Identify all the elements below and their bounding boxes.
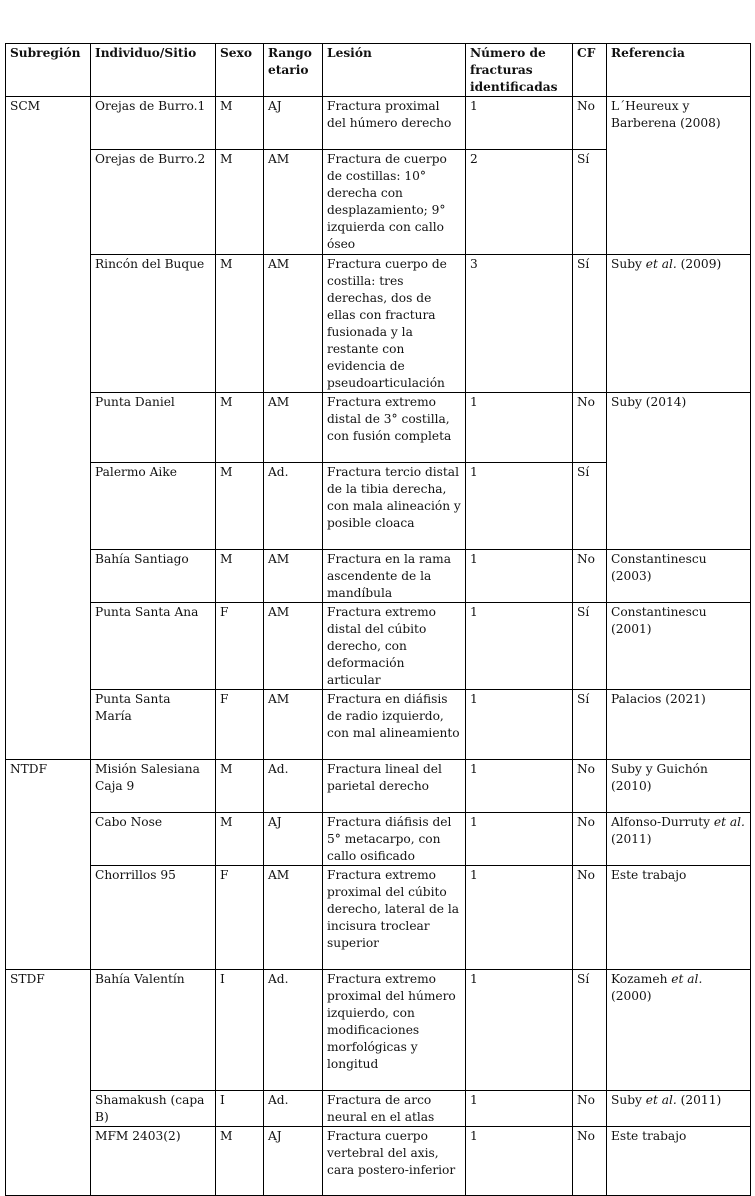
sexo-cell: M xyxy=(216,393,264,463)
individuo-cell: Shamakush (capa B) xyxy=(91,1091,216,1127)
sexo-cell: M xyxy=(216,1127,264,1196)
lesion-cell: Fractura extremo distal de 3° costilla, con fusión completa xyxy=(323,393,466,463)
referencia-cell: Palacios (2021) xyxy=(607,690,751,760)
numero-cell: 1 xyxy=(466,970,573,1091)
col-individuo: Individuo/Sitio xyxy=(91,44,216,97)
sexo-cell: M xyxy=(216,760,264,813)
cf-cell: No xyxy=(573,1127,607,1196)
ref-year: (2000) xyxy=(611,989,652,1003)
lesion-cell: Fractura extremo proximal del húmero izquierdo, con modificaciones morfológicas y longitud xyxy=(323,970,466,1091)
table-row xyxy=(6,1091,751,1127)
sexo-cell: F xyxy=(216,866,264,970)
rango-cell: Ad. xyxy=(264,760,323,813)
table-row xyxy=(6,255,751,393)
numero-cell: 2 xyxy=(466,150,573,255)
referencia-cell xyxy=(607,255,751,393)
cf-cell: No xyxy=(573,813,607,866)
sexo-cell: M xyxy=(216,255,264,393)
sexo-cell: I xyxy=(216,970,264,1091)
sexo-cell: M xyxy=(216,813,264,866)
ref-etal: et al. xyxy=(671,972,703,986)
lesion-cell: Fractura tercio distal de la tibia derecha, con mala alineación y posible cloaca xyxy=(323,463,466,550)
col-subregion: Subregión xyxy=(6,44,91,97)
cf-cell: Sí xyxy=(573,463,607,550)
rango-cell: AM xyxy=(264,866,323,970)
ref-year: (2011) xyxy=(676,1093,722,1107)
individuo-cell: Misión Salesiana Caja 9 xyxy=(91,760,216,813)
subregion-cell: NTDF xyxy=(6,760,91,970)
individuo-cell: Punta Santa María xyxy=(91,690,216,760)
col-rango: Rango etario xyxy=(264,44,323,97)
referencia-cell xyxy=(607,1091,751,1127)
lesion-cell: Fractura de arco neural en el atlas xyxy=(323,1091,466,1127)
table-row xyxy=(6,866,751,970)
table-row xyxy=(6,690,751,760)
rango-cell: Ad. xyxy=(264,1091,323,1127)
col-numero: Número de fracturas identificadas xyxy=(466,44,573,97)
sexo-cell: M xyxy=(216,150,264,255)
numero-cell: 1 xyxy=(466,1091,573,1127)
individuo-cell: Punta Daniel xyxy=(91,393,216,463)
sexo-cell: M xyxy=(216,463,264,550)
lesion-cell: Fractura de cuerpo de costillas: 10° derecha con desplazamiento; 9° izquierda con callo óseo xyxy=(323,150,466,255)
individuo-cell: Orejas de Burro.1 xyxy=(91,97,216,150)
col-sexo: Sexo xyxy=(216,44,264,97)
rango-cell: Ad. xyxy=(264,463,323,550)
col-lesion: Lesión xyxy=(323,44,466,97)
table-row xyxy=(6,393,751,463)
ref-year: (2011) xyxy=(611,832,652,846)
individuo-cell: Chorrillos 95 xyxy=(91,866,216,970)
individuo-cell: Bahía Santiago xyxy=(91,550,216,603)
col-cf: CF xyxy=(573,44,607,97)
lesion-cell: Fractura en la rama ascendente de la mandíbula xyxy=(323,550,466,603)
referencia-cell: Este trabajo xyxy=(607,1127,751,1196)
individuo-cell: Rincón del Buque xyxy=(91,255,216,393)
cf-cell: No xyxy=(573,1091,607,1127)
table-row xyxy=(6,1127,751,1196)
individuo-cell: Punta Santa Ana xyxy=(91,603,216,690)
table-row xyxy=(6,550,751,603)
numero-cell: 1 xyxy=(466,550,573,603)
subregion-cell: STDF xyxy=(6,970,91,1196)
individuo-cell: Cabo Nose xyxy=(91,813,216,866)
table-row xyxy=(6,970,751,1091)
lesion-cell: Fractura diáfisis del 5° metacarpo, con callo osificado xyxy=(323,813,466,866)
header-row xyxy=(6,44,751,97)
rango-cell: AJ xyxy=(264,97,323,150)
referencia-cell: Constantinescu (2001) xyxy=(607,603,751,690)
ref-etal: et al. xyxy=(645,1093,677,1107)
ref-author: Suby xyxy=(611,257,646,271)
lesion-cell: Fractura lineal del parietal derecho xyxy=(323,760,466,813)
cf-cell: Sí xyxy=(573,690,607,760)
subregion-cell: SCM xyxy=(6,97,91,760)
ref-author: Suby xyxy=(611,1093,646,1107)
numero-cell: 1 xyxy=(466,813,573,866)
lesion-cell: Fractura en diáfisis de radio izquierdo, con mal alineamiento xyxy=(323,690,466,760)
sexo-cell: M xyxy=(216,550,264,603)
numero-cell: 1 xyxy=(466,690,573,760)
cf-cell: Sí xyxy=(573,970,607,1091)
rango-cell: AM xyxy=(264,603,323,690)
ref-year: (2009) xyxy=(676,257,722,271)
rango-cell: AM xyxy=(264,393,323,463)
numero-cell: 3 xyxy=(466,255,573,393)
referencia-cell: Suby (2014) xyxy=(607,393,751,550)
rango-cell: Ad. xyxy=(264,970,323,1091)
rango-cell: AM xyxy=(264,150,323,255)
table-row xyxy=(6,760,751,813)
individuo-cell: MFM 2403(2) xyxy=(91,1127,216,1196)
lesion-cell: Fractura extremo proximal del cúbito derecho, lateral de la incisura troclear superior xyxy=(323,866,466,970)
referencia-cell: Este trabajo xyxy=(607,866,751,970)
fractures-table xyxy=(5,43,751,1196)
table-row xyxy=(6,97,751,150)
sexo-cell: M xyxy=(216,97,264,150)
cf-cell: Sí xyxy=(573,150,607,255)
sexo-cell: I xyxy=(216,1091,264,1127)
ref-etal: et al. xyxy=(645,257,677,271)
referencia-cell xyxy=(607,813,751,866)
ref-etal: et al. xyxy=(713,815,745,829)
referencia-cell: Constantinescu (2003) xyxy=(607,550,751,603)
numero-cell: 1 xyxy=(466,603,573,690)
cf-cell: Sí xyxy=(573,603,607,690)
rango-cell: AM xyxy=(264,255,323,393)
individuo-cell: Bahía Valentín xyxy=(91,970,216,1091)
cf-cell: No xyxy=(573,393,607,463)
rango-cell: AJ xyxy=(264,813,323,866)
col-referencia: Referencia xyxy=(607,44,751,97)
lesion-cell: Fractura cuerpo de costilla: tres derechas, dos de ellas con fractura fusionada y la restante con evidencia de pseudoarticulación xyxy=(323,255,466,393)
referencia-cell xyxy=(607,970,751,1091)
numero-cell: 1 xyxy=(466,393,573,463)
table-row xyxy=(6,603,751,690)
sexo-cell: F xyxy=(216,690,264,760)
numero-cell: 1 xyxy=(466,97,573,150)
cf-cell: No xyxy=(573,550,607,603)
cf-cell: No xyxy=(573,97,607,150)
table-row xyxy=(6,813,751,866)
numero-cell: 1 xyxy=(466,760,573,813)
lesion-cell: Fractura proximal del húmero derecho xyxy=(323,97,466,150)
cf-cell: Sí xyxy=(573,255,607,393)
ref-author: Kozameh xyxy=(611,972,672,986)
numero-cell: 1 xyxy=(466,866,573,970)
referencia-cell: Suby y Guichón (2010) xyxy=(607,760,751,813)
numero-cell: 1 xyxy=(466,1127,573,1196)
ref-author: Alfonso-Durruty xyxy=(611,815,714,829)
cf-cell: No xyxy=(573,760,607,813)
lesion-cell: Fractura extremo distal del cúbito derecho, con deformación articular xyxy=(323,603,466,690)
rango-cell: AM xyxy=(264,690,323,760)
sexo-cell: F xyxy=(216,603,264,690)
rango-cell: AM xyxy=(264,550,323,603)
lesion-cell: Fractura cuerpo vertebral del axis, cara postero-inferior xyxy=(323,1127,466,1196)
rango-cell: AJ xyxy=(264,1127,323,1196)
numero-cell: 1 xyxy=(466,463,573,550)
individuo-cell: Palermo Aike xyxy=(91,463,216,550)
referencia-cell: L´Heureux y Barberena (2008) xyxy=(607,97,751,255)
individuo-cell: Orejas de Burro.2 xyxy=(91,150,216,255)
cf-cell: No xyxy=(573,866,607,970)
